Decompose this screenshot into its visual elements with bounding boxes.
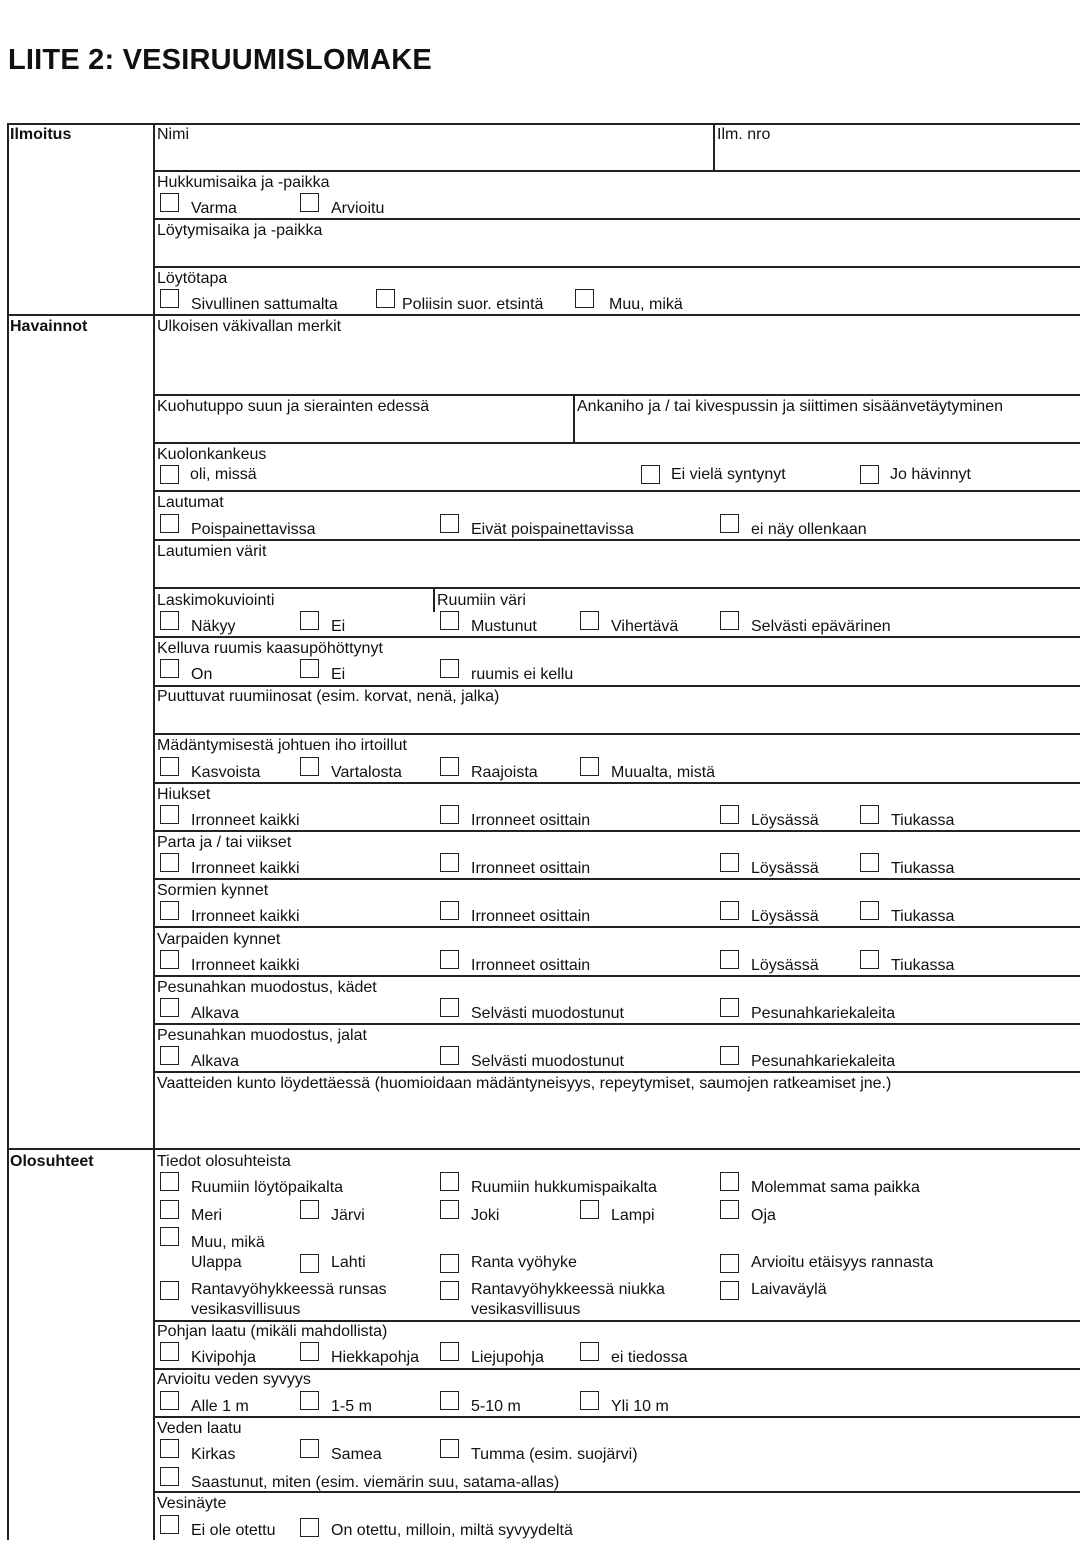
hiukset-irronneet-kaikki-checkbox[interactable] xyxy=(160,805,179,824)
option-label-muualta-mista: Muualta, mistä xyxy=(611,764,716,781)
field-vesinayte: Vesinäyte xyxy=(157,1495,227,1512)
option-label-alkava: Alkava xyxy=(191,1005,240,1022)
joki-checkbox[interactable] xyxy=(440,1200,459,1219)
field-loytymisaika: Löytymisaika ja -paikka xyxy=(157,222,323,239)
option-label-sivullinen: Sivullinen sattumalta xyxy=(191,296,338,313)
hiukset-irronneet-osittain-checkbox[interactable] xyxy=(440,805,459,824)
table-row-rule xyxy=(153,926,1080,928)
option-label-meri: Meri xyxy=(191,1207,223,1224)
option-label-ulappa: Ulappa xyxy=(191,1254,242,1271)
option-label-molemmat: Molemmat sama paikka xyxy=(751,1179,920,1196)
nakyy-checkbox[interactable] xyxy=(160,611,179,630)
hiukset-tiukassa-checkbox[interactable] xyxy=(860,805,879,824)
on-checkbox[interactable] xyxy=(160,659,179,678)
table-row-rule xyxy=(153,1023,1080,1025)
table-row-rule xyxy=(7,123,1080,125)
option-label-m5-10: 5-10 m xyxy=(471,1398,521,1415)
option-label-arvioitu: Arvioitu xyxy=(331,200,385,217)
option-label-arvioitu-etaisyys: Arvioitu etäisyys rannasta xyxy=(751,1254,934,1271)
varpaiden-irronneet-kaikki-checkbox[interactable] xyxy=(160,950,179,969)
on-otettu-checkbox[interactable] xyxy=(300,1518,319,1537)
field-tiedot: Tiedot olosuhteista xyxy=(157,1153,291,1170)
option-label-loytopaikalta: Ruumiin löytöpaikalta xyxy=(191,1179,344,1196)
field-pesunahka-jalat: Pesunahkan muodostus, jalat xyxy=(157,1027,367,1044)
field-pohjan-laatu: Pohjan laatu (mikäli mahdollista) xyxy=(157,1323,388,1340)
option-label-vesikasvillisuus-runsas: vesikasvillisuus xyxy=(191,1301,301,1318)
option-label-raajoista: Raajoista xyxy=(471,764,538,781)
option-label-irronneet-osittain: Irronneet osittain xyxy=(471,908,591,925)
ei-viela-checkbox[interactable] xyxy=(641,465,660,484)
lampi-checkbox[interactable] xyxy=(580,1200,599,1219)
option-label-vihertava: Vihertävä xyxy=(611,618,679,635)
table-row-rule xyxy=(153,636,1080,638)
olosuhde-muu-mika-checkbox[interactable] xyxy=(160,1227,179,1246)
option-label-pesunahkariekaleita: Pesunahkariekaleita xyxy=(751,1053,896,1070)
varma-checkbox[interactable] xyxy=(160,193,179,212)
mustunut-checkbox[interactable] xyxy=(440,611,459,630)
hiukset-loysassa-checkbox[interactable] xyxy=(720,805,739,824)
samea-checkbox[interactable] xyxy=(300,1439,319,1458)
muu-mika-checkbox[interactable] xyxy=(575,289,594,308)
field-madantyminen: Mädäntymisestä johtuen iho irtoillut xyxy=(157,737,407,754)
field-ulkoisen: Ulkoisen väkivallan merkit xyxy=(157,318,342,335)
option-label-oli-missa: oli, missä xyxy=(190,466,257,483)
field-varpaiden: Varpaiden kynnet xyxy=(157,931,281,948)
option-label-muu-mika: Muu, mikä xyxy=(609,296,683,313)
section-olosuhteet: Olosuhteet xyxy=(10,1153,94,1170)
field-kelluva: Kelluva ruumis kaasupöhöttynyt xyxy=(157,640,383,657)
hiekkapohja-checkbox[interactable] xyxy=(300,1342,319,1361)
option-label-liejupohja: Liejupohja xyxy=(471,1349,544,1366)
option-label-ei-nay: ei näy ollenkaan xyxy=(751,521,867,538)
poispainettavissa-checkbox[interactable] xyxy=(160,514,179,533)
option-label-samea: Samea xyxy=(331,1446,382,1463)
table-row-rule xyxy=(153,490,1080,492)
table-column-rule xyxy=(433,587,435,612)
option-label-irronneet-osittain: Irronneet osittain xyxy=(471,812,591,829)
table-row-rule xyxy=(153,1491,1080,1493)
table-row-rule xyxy=(153,1368,1080,1370)
option-label-pesunahkariekaleita: Pesunahkariekaleita xyxy=(751,1005,896,1022)
table-row-rule xyxy=(153,1320,1080,1322)
field-ruumiin-vari: Ruumiin väri xyxy=(437,592,526,609)
field-hiukset: Hiukset xyxy=(157,786,211,803)
option-label-runsas: Rantavyöhykkeessä runsas xyxy=(191,1281,387,1298)
field-pesunahka-kadet: Pesunahkan muodostus, kädet xyxy=(157,979,377,996)
table-row-rule xyxy=(153,685,1080,687)
table-row-rule xyxy=(153,830,1080,832)
table-row-rule xyxy=(153,266,1080,268)
liejupohja-checkbox[interactable] xyxy=(440,1342,459,1361)
arvioitu-checkbox[interactable] xyxy=(300,193,319,212)
field-vaatteiden: Vaatteiden kunto löydettäessä (huomioidaan mädäntyneisyys, repeytymiset, saumojen ratkeamiset jne.) xyxy=(157,1075,892,1092)
option-label-selvasti-muodostunut: Selvästi muodostunut xyxy=(471,1005,624,1022)
option-label-jo-havinnyt: Jo hävinnyt xyxy=(890,466,971,483)
jarvi-checkbox[interactable] xyxy=(300,1200,319,1219)
sormien-tiukassa-checkbox[interactable] xyxy=(860,901,879,920)
pesunahka-kadet-pesunahkariekaleita-checkbox[interactable] xyxy=(720,998,739,1017)
parta-irronneet-kaikki-checkbox[interactable] xyxy=(160,853,179,872)
option-label-irronneet-osittain: Irronneet osittain xyxy=(471,860,591,877)
option-label-ranta-vyohyke: Ranta vyöhyke xyxy=(471,1254,577,1271)
option-label-loysassa: Löysässä xyxy=(751,957,819,974)
hukkumispaikalta-checkbox[interactable] xyxy=(440,1172,459,1191)
option-label-niukka: Rantavyöhykkeessä niukka xyxy=(471,1281,665,1298)
sormien-irronneet-osittain-checkbox[interactable] xyxy=(440,901,459,920)
table-row-rule xyxy=(153,170,1080,172)
option-label-muu-mika-olosuhde: Muu, mikä xyxy=(191,1234,265,1251)
parta-irronneet-osittain-checkbox[interactable] xyxy=(440,853,459,872)
field-ilm-nro: Ilm. nro xyxy=(717,126,771,143)
field-kuolonkankeus: Kuolonkankeus xyxy=(157,446,267,463)
sivullinen-checkbox[interactable] xyxy=(160,289,179,308)
table-row-rule xyxy=(153,1416,1080,1418)
raajoista-checkbox[interactable] xyxy=(440,757,459,776)
table-row-rule xyxy=(153,539,1080,541)
option-label-on-otettu: On otettu, milloin, miltä syvyydeltä xyxy=(331,1522,573,1539)
field-veden-laatu: Veden laatu xyxy=(157,1420,242,1437)
m5-10-checkbox[interactable] xyxy=(440,1391,459,1410)
option-label-selvasti-muodostunut: Selvästi muodostunut xyxy=(471,1053,624,1070)
lahti-checkbox[interactable] xyxy=(300,1254,319,1273)
option-label-lahti: Lahti xyxy=(331,1254,366,1271)
sormien-loysassa-checkbox[interactable] xyxy=(720,901,739,920)
field-sormien: Sormien kynnet xyxy=(157,882,269,899)
table-row-rule xyxy=(153,1071,1080,1073)
option-label-tiukassa: Tiukassa xyxy=(891,957,955,974)
table-row-rule xyxy=(153,394,1080,396)
option-label-saastunut: Saastunut, miten (esim. viemärin suu, satama-allas) xyxy=(191,1474,560,1491)
selvasti-epavarinen-checkbox[interactable] xyxy=(720,611,739,630)
option-label-lampi: Lampi xyxy=(611,1207,655,1224)
kivipohja-checkbox[interactable] xyxy=(160,1342,179,1361)
option-label-alkava: Alkava xyxy=(191,1053,240,1070)
field-ankaniho: Ankaniho ja / tai kivespussin ja siittimen sisäänvetäytyminen xyxy=(577,398,1003,415)
field-puuttuvat: Puuttuvat ruumiinosat (esim. korvat, nenä, jalka) xyxy=(157,688,500,705)
meri-checkbox[interactable] xyxy=(160,1200,179,1219)
ei-checkbox[interactable] xyxy=(300,611,319,630)
field-parta: Parta ja / tai viikset xyxy=(157,834,292,851)
varpaiden-irronneet-osittain-checkbox[interactable] xyxy=(440,950,459,969)
runsas-checkbox[interactable] xyxy=(160,1281,179,1300)
option-label-kirkas: Kirkas xyxy=(191,1446,236,1463)
field-laskimokuviointi: Laskimokuviointi xyxy=(157,592,275,609)
option-label-ei-viela: Ei vielä syntynyt xyxy=(671,466,786,483)
option-label-hiekkapohja: Hiekkapohja xyxy=(331,1349,420,1366)
field-lautumat: Lautumat xyxy=(157,494,224,511)
ei-tiedossa-checkbox[interactable] xyxy=(580,1342,599,1361)
poliisin-checkbox[interactable] xyxy=(376,289,395,308)
option-label-ei: Ei xyxy=(331,618,346,635)
laivavayla-checkbox[interactable] xyxy=(720,1281,739,1300)
pesunahka-jalat-pesunahkariekaleita-checkbox[interactable] xyxy=(720,1046,739,1065)
m1-5-checkbox[interactable] xyxy=(300,1391,319,1410)
option-label-irronneet-kaikki: Irronneet kaikki xyxy=(191,812,300,829)
jo-havinnyt-checkbox[interactable] xyxy=(860,465,879,484)
eivat-poispainettavissa-checkbox[interactable] xyxy=(440,514,459,533)
option-label-poispainettavissa: Poispainettavissa xyxy=(191,521,316,538)
option-label-yli-10: Yli 10 m xyxy=(611,1398,669,1415)
option-label-vartalosta: Vartalosta xyxy=(331,764,402,781)
yli-10-checkbox[interactable] xyxy=(580,1391,599,1410)
option-label-kasvoista: Kasvoista xyxy=(191,764,261,781)
option-label-tumma: Tumma (esim. suojärvi) xyxy=(471,1446,638,1463)
table-row-rule xyxy=(153,218,1080,220)
option-label-vesikasvillisuus-niukka: vesikasvillisuus xyxy=(471,1301,581,1318)
arvioitu-etaisyys-checkbox[interactable] xyxy=(720,1254,739,1273)
table-column-rule xyxy=(713,123,715,170)
ruumis-ei-kellu-checkbox[interactable] xyxy=(440,659,459,678)
ei-nay-checkbox[interactable] xyxy=(720,514,739,533)
pesunahka-kadet-selvasti-muodostunut-checkbox[interactable] xyxy=(440,998,459,1017)
table-column-rule xyxy=(7,123,9,1540)
option-label-ei: Ei xyxy=(331,666,346,683)
varpaiden-tiukassa-checkbox[interactable] xyxy=(860,950,879,969)
option-label-selvasti-epavarinen: Selvästi epävärinen xyxy=(751,618,891,635)
option-label-joki: Joki xyxy=(471,1207,500,1224)
vartalosta-checkbox[interactable] xyxy=(300,757,319,776)
vihertava-checkbox[interactable] xyxy=(580,611,599,630)
table-row-rule xyxy=(153,587,1080,589)
table-row-rule xyxy=(7,314,1080,316)
parta-loysassa-checkbox[interactable] xyxy=(720,853,739,872)
option-label-ei-tiedossa: ei tiedossa xyxy=(611,1349,688,1366)
table-row-rule xyxy=(153,442,1080,444)
option-label-oja: Oja xyxy=(751,1207,776,1224)
oja-checkbox[interactable] xyxy=(720,1200,739,1219)
field-loytotapa: Löytötapa xyxy=(157,270,228,287)
option-label-irronneet-kaikki: Irronneet kaikki xyxy=(191,957,300,974)
kirkas-checkbox[interactable] xyxy=(160,1439,179,1458)
field-nimi: Nimi xyxy=(157,126,189,143)
option-label-hukkumispaikalta: Ruumiin hukkumispaikalta xyxy=(471,1179,657,1196)
kasvoista-checkbox[interactable] xyxy=(160,757,179,776)
option-label-loysassa: Löysässä xyxy=(751,908,819,925)
option-label-poliisin: Poliisin suor. etsintä xyxy=(402,296,544,313)
field-hukkumisaika: Hukkumisaika ja -paikka xyxy=(157,174,330,191)
option-label-mustunut: Mustunut xyxy=(471,618,537,635)
pesunahka-jalat-alkava-checkbox[interactable] xyxy=(160,1046,179,1065)
option-label-alle-1m: Alle 1 m xyxy=(191,1398,249,1415)
loytopaikalta-checkbox[interactable] xyxy=(160,1172,179,1191)
option-label-tiukassa: Tiukassa xyxy=(891,908,955,925)
saastunut-checkbox[interactable] xyxy=(160,1467,179,1486)
option-label-on: On xyxy=(191,666,213,683)
option-label-m1-5: 1-5 m xyxy=(331,1398,372,1415)
varpaiden-loysassa-checkbox[interactable] xyxy=(720,950,739,969)
parta-tiukassa-checkbox[interactable] xyxy=(860,853,879,872)
table-column-rule xyxy=(573,394,575,442)
field-lautumien-varit: Lautumien värit xyxy=(157,543,267,560)
section-ilmoitus: Ilmoitus xyxy=(10,126,72,143)
muualta-mista-checkbox[interactable] xyxy=(580,757,599,776)
section-havainnot: Havainnot xyxy=(10,318,88,335)
table-row-rule xyxy=(153,733,1080,735)
option-label-tiukassa: Tiukassa xyxy=(891,812,955,829)
field-kuohutuppo: Kuohutuppo suun ja sierainten edessä xyxy=(157,398,430,415)
option-label-kivipohja: Kivipohja xyxy=(191,1349,256,1366)
option-label-eivat-poispainettavissa: Eivät poispainettavissa xyxy=(471,521,634,538)
table-row-rule xyxy=(153,878,1080,880)
pesunahka-kadet-alkava-checkbox[interactable] xyxy=(160,998,179,1017)
option-label-irronneet-kaikki: Irronneet kaikki xyxy=(191,860,300,877)
pesunahka-jalat-selvasti-muodostunut-checkbox[interactable] xyxy=(440,1046,459,1065)
option-label-ei-ole-otettu: Ei ole otettu xyxy=(191,1522,276,1539)
option-label-tiukassa: Tiukassa xyxy=(891,860,955,877)
table-row-rule xyxy=(7,1148,1080,1150)
option-label-varma: Varma xyxy=(191,200,237,217)
ei-ole-otettu-checkbox[interactable] xyxy=(160,1515,179,1534)
document-title: LIITE 2: VESIRUUMISLOMAKE xyxy=(8,44,432,76)
option-label-irronneet-osittain: Irronneet osittain xyxy=(471,957,591,974)
molemmat-checkbox[interactable] xyxy=(720,1172,739,1191)
option-label-nakyy: Näkyy xyxy=(191,618,236,635)
field-syvyys: Arvioitu veden syvyys xyxy=(157,1371,311,1388)
tumma-checkbox[interactable] xyxy=(440,1439,459,1458)
option-label-laivavayla: Laivaväylä xyxy=(751,1281,827,1298)
option-label-ruumis-ei-kellu: ruumis ei kellu xyxy=(471,666,574,683)
niukka-checkbox[interactable] xyxy=(440,1281,459,1300)
table-row-rule xyxy=(153,975,1080,977)
ranta-vyohyke-checkbox[interactable] xyxy=(440,1254,459,1273)
oli-missa-checkbox[interactable] xyxy=(160,465,179,484)
option-label-irronneet-kaikki: Irronneet kaikki xyxy=(191,908,300,925)
option-label-jarvi: Järvi xyxy=(331,1207,365,1224)
sormien-irronneet-kaikki-checkbox[interactable] xyxy=(160,901,179,920)
table-row-rule xyxy=(153,782,1080,784)
option-label-loysassa: Löysässä xyxy=(751,812,819,829)
alle-1m-checkbox[interactable] xyxy=(160,1391,179,1410)
option-label-loysassa: Löysässä xyxy=(751,860,819,877)
ei-kellu-ei-checkbox[interactable] xyxy=(300,659,319,678)
